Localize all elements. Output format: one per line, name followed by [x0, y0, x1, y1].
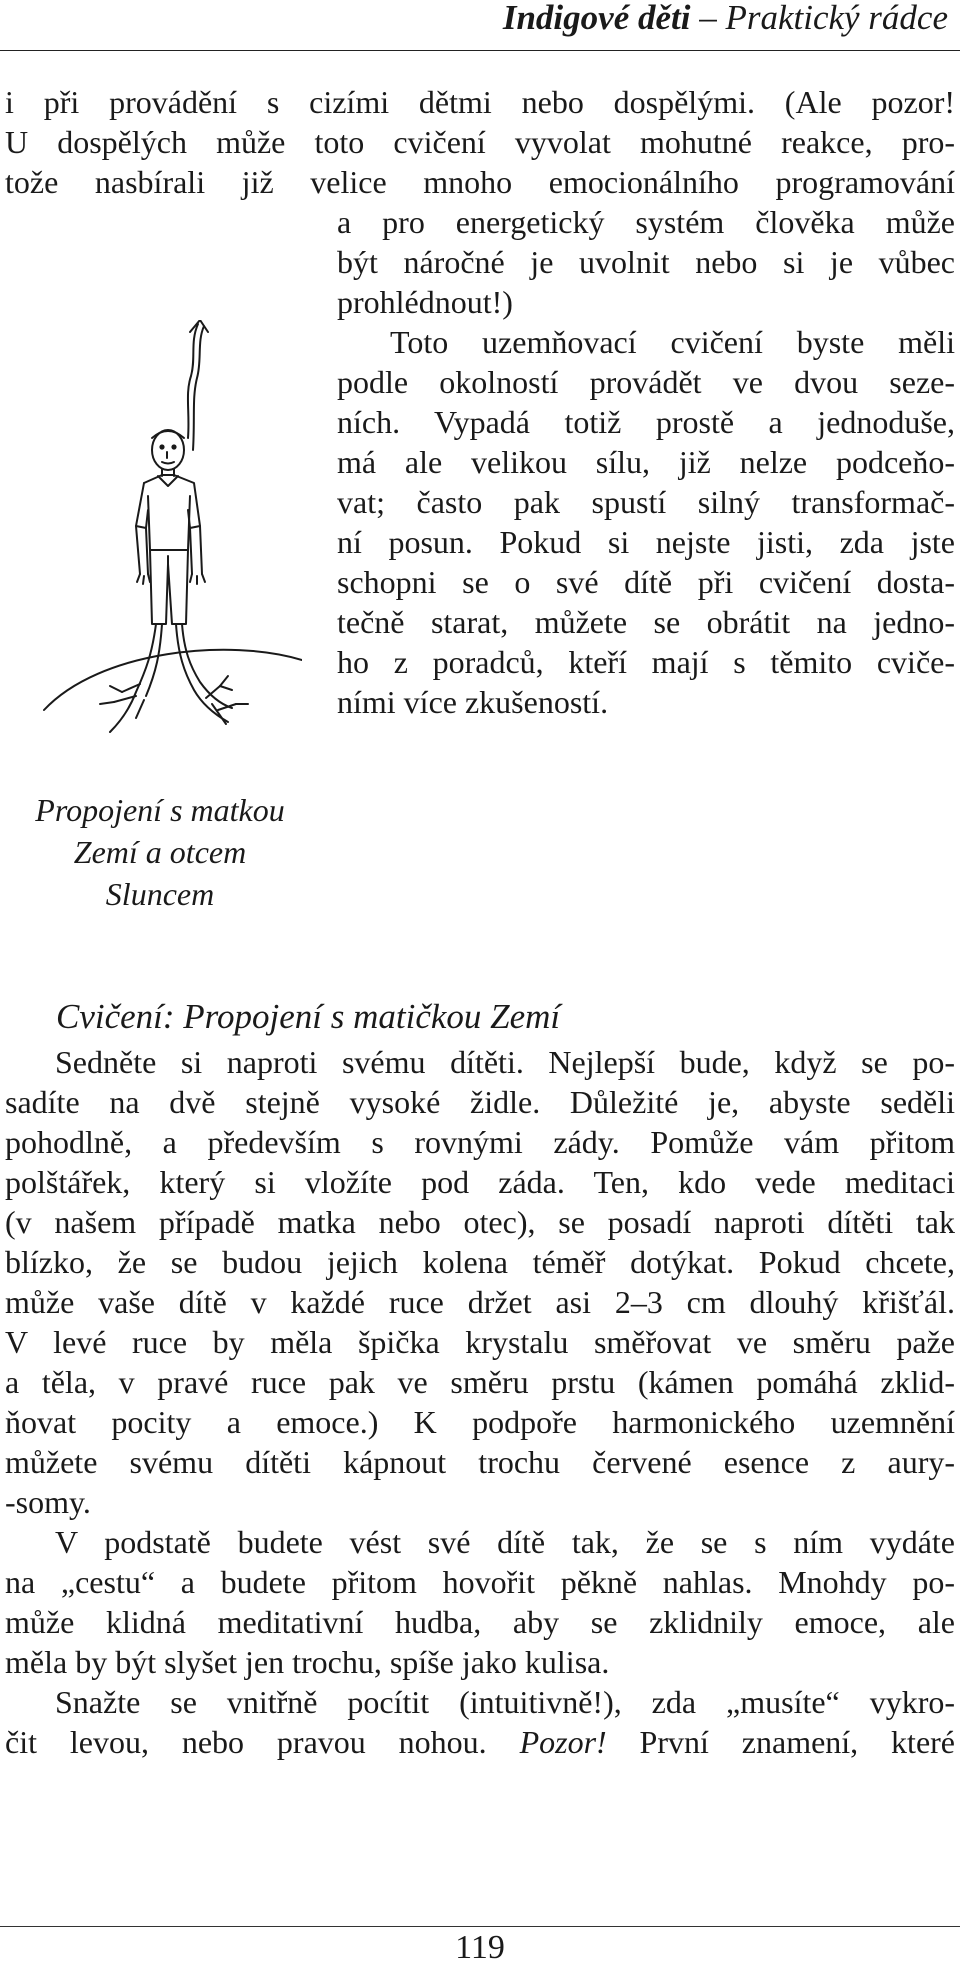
body-line: Snažte se vnitřně pocítit (intuitivně!), zda „musíte“ vykro- — [55, 1684, 955, 1720]
body-line: -somy. — [5, 1484, 91, 1520]
body-line: V levé ruce by měla špička krystalu směřovat ve směru paže — [5, 1324, 955, 1360]
body-line: být náročné je uvolnit nebo si je vůbec — [337, 244, 955, 280]
body-line: ní posun. Pokud si nejste jisti, zda jste — [337, 524, 955, 560]
body-line: podle okolností provádět ve dvou seze- — [337, 364, 955, 400]
body-line: a pro energetický systém člověka může — [337, 204, 955, 240]
body-line: na „cestu“ a budete přitom hovořit pěkně nahlas. Mnohdy po- — [5, 1564, 955, 1600]
footer-rule — [0, 1926, 960, 1927]
body-line: může klidná meditativní hudba, aby se zklidnily emoce, ale — [5, 1604, 955, 1640]
body-line: blízko, že se budou jejich kolena téměř dotýkat. Pokud chcete, — [5, 1244, 955, 1280]
header-dash: – — [690, 0, 726, 37]
body-line: ho z poradců, kteří mají s těmito cviče- — [337, 644, 955, 680]
body-line: ními více zkušeností. — [337, 684, 609, 720]
body-line: má ale velikou sílu, již nelze podceňo- — [337, 444, 955, 480]
body-line: tečně starat, můžete se obrátit na jedno- — [337, 604, 955, 640]
body-line: vat; často pak spustí silný transformač- — [337, 484, 955, 520]
running-header — [0, 0, 960, 51]
body-text: čit levou, nebo pravou nohou. — [5, 1724, 520, 1760]
body-line: ňovat pocity a emoce.) K podpoře harmonického uzemnění — [5, 1404, 955, 1440]
body-line: U dospělých může toto cvičení vyvolat mohutné reakce, pro- — [5, 124, 955, 160]
figure-caption-line: Sluncem — [105, 876, 215, 912]
body-line: tože nasbírali již velice mnoho emocionálního programování — [5, 164, 955, 200]
body-text: První znamení, které — [606, 1724, 956, 1760]
body-line: V podstatě budete vést své dítě tak, že se s ním vydáte — [55, 1524, 955, 1560]
body-line-last — [5, 1722, 955, 1762]
body-line: i při provádění s cizími dětmi nebo dospělými. (Ale pozor! — [5, 84, 955, 120]
body-line: pohodlně, a především s rovnými zády. Pomůže vám přitom — [5, 1124, 955, 1160]
body-line: ních. Vypadá totiž prostě a jednoduše, — [337, 404, 955, 440]
body-line: schopni se o své dítě při cvičení dosta- — [337, 564, 955, 600]
body-line: můžete svému dítěti kápnout trochu červené esence z aury- — [5, 1444, 955, 1480]
figure-caption-line: Zemí a otcem — [73, 834, 247, 870]
body-line: může vaše dítě v každé ruce držet asi 2–3 cm dlouhý křišťál. — [5, 1284, 955, 1320]
page-number: 119 — [455, 1929, 505, 1966]
running-header-title — [503, 0, 948, 36]
header-subtitle: Praktický rádce — [725, 0, 948, 37]
figure-caption-line: Propojení s matkou — [35, 792, 285, 828]
body-line: Toto uzemňovací cvičení byste měli — [390, 324, 955, 360]
body-line: Sedněte si naproti svému dítěti. Nejlepší bude, když se po- — [55, 1044, 955, 1080]
body-line: polštářek, který si vložíte pod záda. Ten, kdo vede meditaci — [5, 1164, 955, 1200]
body-line: měla by být slyšet jen trochu, spíše jako kulisa. — [5, 1644, 610, 1680]
book-title: Indigové děti — [502, 0, 691, 37]
body-line: a těla, v pravé ruce pak ve směru prstu (kámen pomáhá zklid- — [5, 1364, 955, 1400]
figure-rooted-between-sun-and-earth-illustration — [40, 320, 302, 740]
body-line: (v našem případě matka nebo otec), se posadí naproti dítěti tak — [5, 1204, 955, 1240]
body-line: sadíte na dvě stejně vysoké židle. Důležité je, abyste seděli — [5, 1084, 955, 1120]
emphasis-text: Pozor! — [519, 1724, 607, 1760]
section-heading: Cvičení: Propojení s matičkou Zemí — [56, 997, 561, 1036]
body-line: prohlédnout!) — [337, 284, 513, 320]
